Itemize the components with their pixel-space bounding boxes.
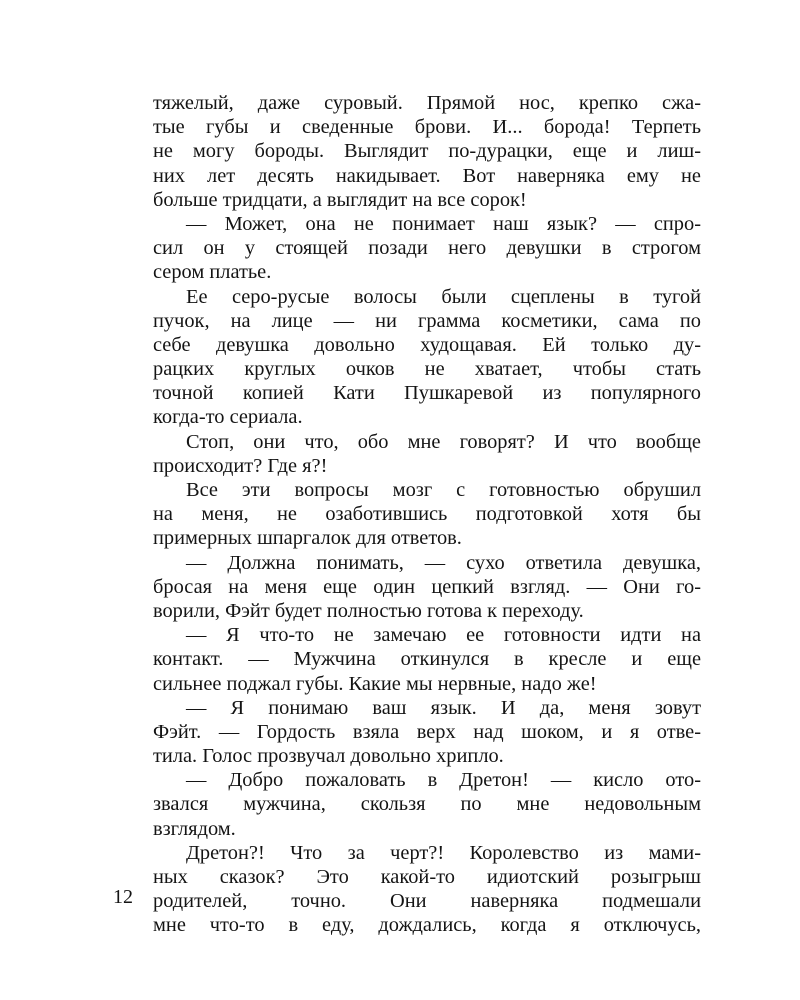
text-line: звался мужчина, скользя по мне недовольным — [153, 793, 701, 816]
text-line: Ее серо-русые волосы были сцеплены в тугой — [186, 285, 701, 308]
text-line: Фэйт. — Гордость взяла верх над шоком, и я отве- — [153, 720, 701, 743]
text-line: не могу бороды. Выглядит по-дурацки, еще и лиш- — [153, 140, 701, 163]
text-line: примерных шпаргалок для ответов. — [153, 527, 462, 550]
text-line: рацких круглых очков не хватает, чтобы стать — [153, 358, 701, 381]
text-line: когда-то сериала. — [153, 406, 303, 429]
text-line: них лет десять накидывает. Вот наверняка ему не — [153, 164, 701, 187]
text-line: Все эти вопросы мозг с готовностью обрушил — [186, 479, 701, 501]
text-line: — Добро пожаловать в Дретон! — кисло ото- — [186, 769, 701, 792]
text-line: — Может, она не понимает наш язык? — спро- — [186, 212, 701, 235]
text-line: тяжелый, даже суровый. Прямой нос, крепко сжа- — [153, 92, 701, 114]
text-line: тила. Голос прозвучал довольно хрипло. — [153, 745, 504, 768]
text-line: родителей, точно. Они наверняка подмешали — [153, 890, 701, 913]
text-line: — Я что-то не замечаю ее готовности идти на — [186, 624, 701, 647]
text-line: происходит? Где я?! — [153, 454, 328, 477]
text-line: сером платье. — [153, 261, 272, 284]
text-line: контакт. — Мужчина откинулся в кресле и еще — [153, 648, 701, 671]
text-line: себе девушка довольно худощавая. Ей только ду- — [153, 333, 701, 356]
text-line: точной копией Кати Пушкаревой из популярного — [153, 382, 701, 405]
text-line: Стоп, они что, обо мне говорят? И что вообще — [186, 430, 701, 453]
text-line: больше тридцати, а выглядит на все сорок! — [153, 188, 527, 211]
text-line: на меня, не озаботившись подготовкой хотя бы — [153, 503, 701, 526]
text-line: ных сказок? Это какой-то идиотский розыгрыш — [153, 866, 701, 888]
text-line: ворили, Фэйт будет полностью готова к переходу. — [153, 599, 584, 622]
text-line: пучок, на лице — ни грамма косметики, сама по — [153, 309, 701, 332]
body-text — [153, 91, 701, 938]
text-line: взглядом. — [153, 817, 236, 840]
text-line: сил он у стоящей позади него девушки в строгом — [153, 237, 701, 260]
text-line: — Я понимаю ваш язык. И да, меня зовут — [186, 696, 701, 719]
text-line: — Должна понимать, — сухо ответила девушка, — [186, 551, 701, 574]
text-line: бросая на меня еще один цепкий взгляд. — Они го- — [153, 575, 701, 598]
page-number: 12 — [113, 886, 133, 908]
text-line: сильнее поджал губы. Какие мы нервные, надо же! — [153, 672, 597, 695]
text-line: тые губы и сведенные брови. И... борода! Терпеть — [153, 116, 701, 139]
text-line: мне что-то в еду, дождались, когда я отключусь, — [153, 914, 701, 937]
text-line: Дретон?! Что за черт?! Королевство из мами- — [186, 841, 701, 864]
